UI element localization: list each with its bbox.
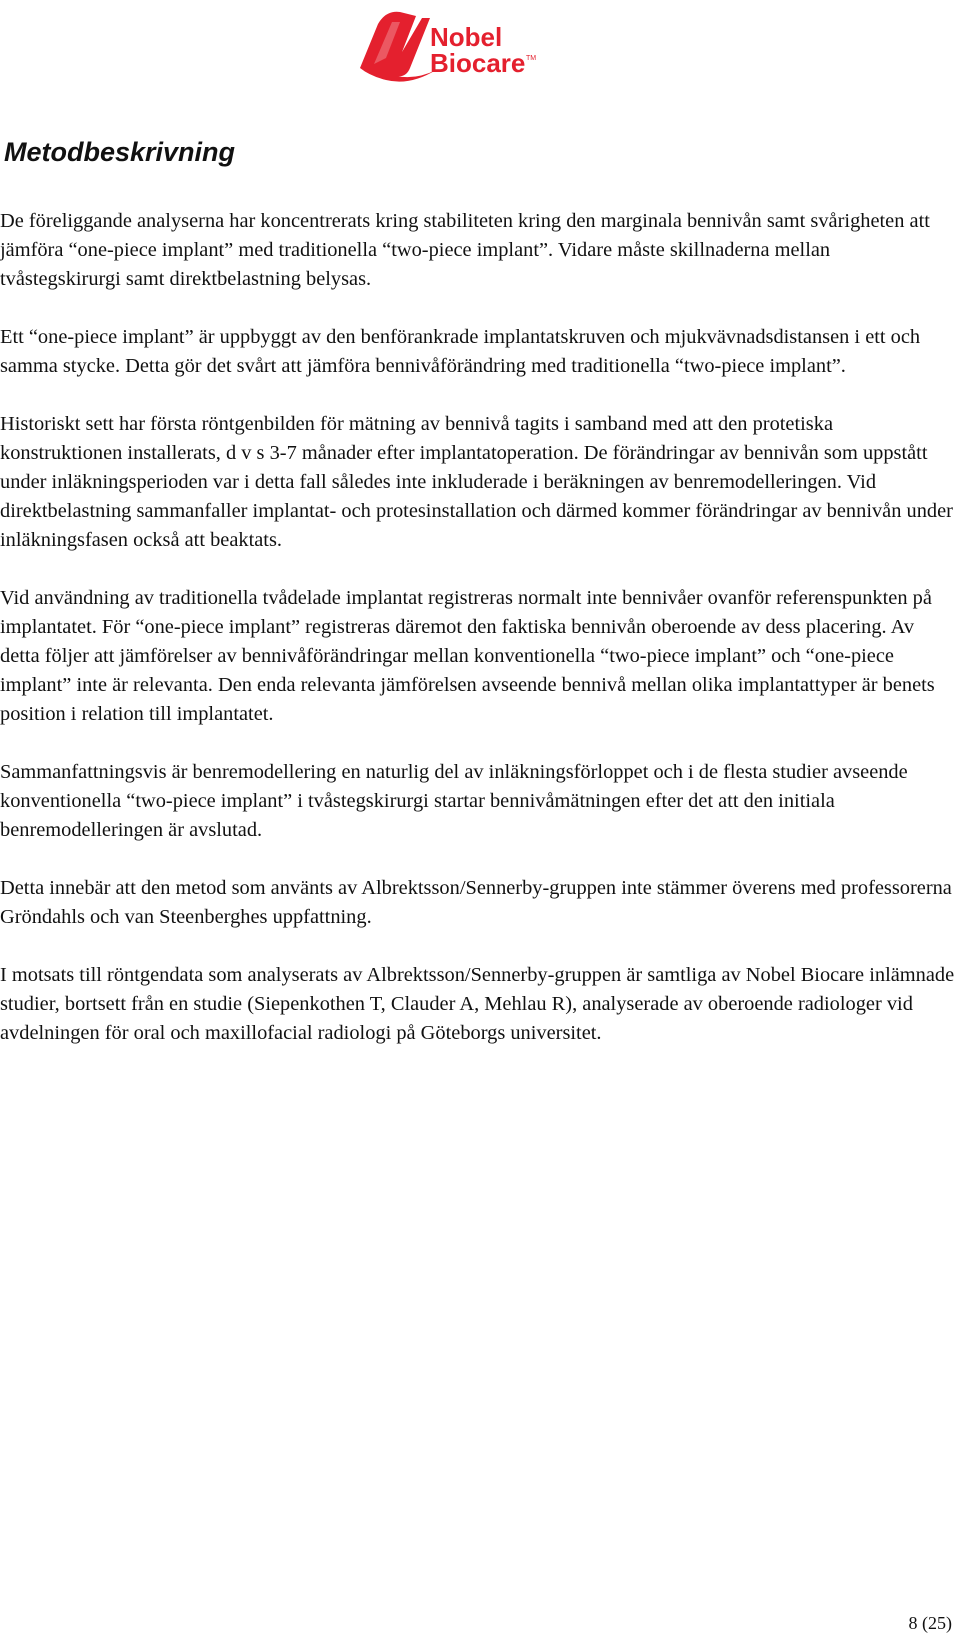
- paragraph-1: De föreliggande analyserna har koncentrerats kring stabiliteten kring den marginala bennivån samt svårigheten att jämföra “one-piece implant” med traditionella “two-piece implant”. Vidare måste skillnaderna mellan tvåstegskirurgi samt direktbelastning belysas.: [0, 210, 930, 290]
- paragraph-3: Historiskt sett har första röntgenbilden för mätning av bennivå tagits i samband med att den protetiska konstruktionen installerats, d v s 3-7 månader efter implantatoperation. De förändringar av bennivån som uppstått under inläkningsperioden var i detta fall således inte inkluderade i beräkningen av benremodelleringen. Vid direktbelastning sammanfaller implantat- och protesinstallation och därmed kommer förändringar av bennivån under inläkningsfasen också att beaktats.: [0, 413, 953, 551]
- page-number: 8 (25): [908, 1613, 952, 1633]
- page-title: Metodbeskrivning: [4, 137, 236, 167]
- nobel-biocare-logo-icon: [356, 6, 546, 86]
- body-text: [0, 207, 956, 1077]
- logo-trademark: TM: [526, 55, 537, 62]
- paragraph-7: I motsats till röntgendata som analyserats av Albrektsson/Sennerby-gruppen är samtliga av Nobel Biocare inlämnade studier, bortsett från en studie (Siepenkothen T, Clauder A, Mehlau R), analyserade av oberoende radiologer vid avdelningen för oral och maxillofacial radiologi på Göteborgs universitet.: [0, 964, 955, 1044]
- logo-word-biocare: Biocare: [430, 48, 526, 78]
- logo-word-nobel: Nobel: [430, 22, 503, 52]
- paragraph-5: Sammanfattningsvis är benremodellering en naturlig del av inläkningsförloppet och i de flesta studier avseende konventionella “two-piece implant” i tvåstegskirurgi startar bennivåmätningen efter det att den initiala benremodelleringen är avslutad.: [0, 761, 908, 841]
- paragraph-2: Ett “one-piece implant” är uppbyggt av den benförankrade implantatskruven och mjukvävnadsdistansen i ett och samma stycke. Detta gör det svårt att jämföra bennivåförändring med traditionella “two-piece implant”.: [0, 326, 921, 377]
- paragraph-4: Vid användning av traditionella tvådelade implantat registreras normalt inte bennivåer ovanför referenspunkten på implantatet. För “one-piece implant” registreras däremot den faktiska bennivån oberoende av dess placering. Av detta följer att jämförelser av bennivåförändringar mellan konventionella “two-piece implant” och “one-piece implant” inte är relevanta. Den enda relevanta jämförelsen avseende bennivå mellan olika implantattyper är benets position i relation till implantatet.: [0, 587, 935, 725]
- paragraph-6: Detta innebär att den metod som använts av Albrektsson/Sennerby-gruppen inte stämmer överens med professorerna Gröndahls och van Steenberghes uppfattning.: [0, 877, 952, 928]
- company-logo: [356, 6, 546, 86]
